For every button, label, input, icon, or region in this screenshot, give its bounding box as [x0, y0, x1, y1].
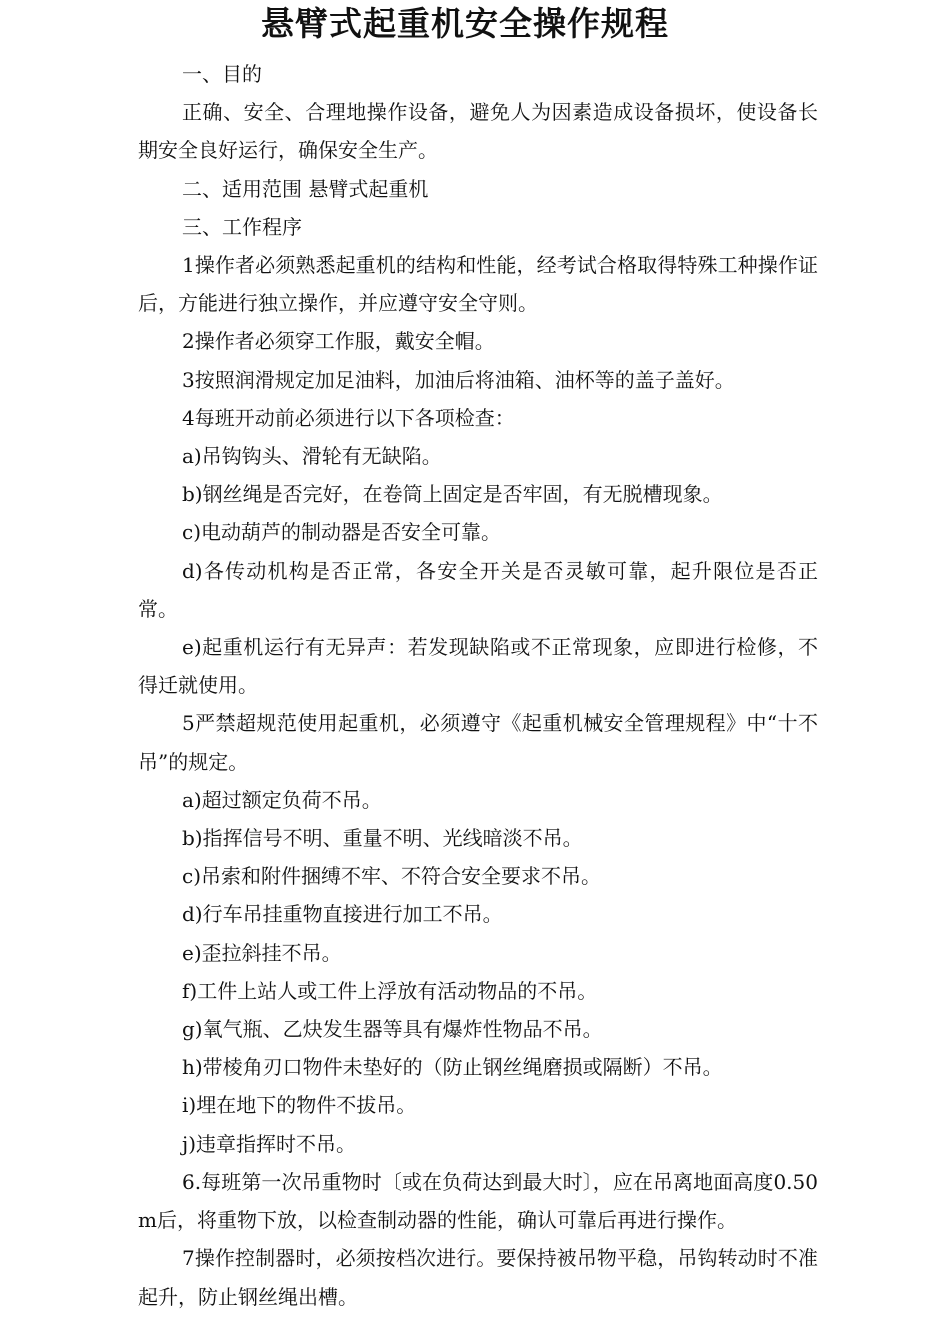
paragraph-item-5f: f)工件上站人或工件上浮放有活动物品的不吊。 — [182, 978, 598, 1003]
paragraph-item-5c: c)吊索和附件捆缚不牢、不符合安全要求不吊。 — [182, 864, 602, 889]
paragraph-item-4: 4每班开动前必须进行以下各项检查： — [182, 405, 515, 430]
paragraph-section-scope: 二、适用范围 悬臂式起重机 — [182, 176, 429, 201]
paragraph-item-5a: a)超过额定负荷不吊。 — [182, 787, 382, 812]
paragraph-item-3: 3按照润滑规定加足油料，加油后将油箱、油杯等的盖子盖好。 — [182, 367, 735, 392]
paragraph-item-4a: a)吊钩钩头、滑轮有无缺陷。 — [182, 444, 442, 469]
document-body — [138, 55, 818, 1316]
paragraph-item-4c: c)电动葫芦的制动器是否安全可靠。 — [182, 520, 502, 545]
paragraph-item-7: 7操作控制器时，必须按档次进行。要保持被吊物平稳，吊钩转动时不准起升，防止钢丝绳出槽。 — [138, 1246, 818, 1309]
paragraph-item-4d: d)各传动机构是否正常，各安全开关是否灵敏可靠，起升限位是否正常。 — [138, 558, 818, 621]
paragraph-item-5: 5严禁超规范使用起重机，必须遵守《起重机械安全管理规程》中“十不吊”的规定。 — [138, 711, 818, 774]
paragraph-item-2: 2操作者必须穿工作服，戴安全帽。 — [182, 329, 495, 354]
paragraph-item-5i: i)埋在地下的物件不拔吊。 — [182, 1093, 417, 1118]
paragraph-item-5g: g)氧气瓶、乙炔发生器等具有爆炸性物品不吊。 — [182, 1017, 603, 1042]
paragraph-item-4e: e)起重机运行有无异声：若发现缺陷或不正常现象，应即进行检修，不得迁就使用。 — [138, 635, 818, 698]
paragraph-item-5b: b)指挥信号不明、重量不明、光线暗淡不吊。 — [182, 826, 583, 851]
paragraph-item-5j: j)违章指挥时不吊。 — [182, 1131, 357, 1156]
document-title: 悬臂式起重机安全操作规程 — [261, 4, 669, 43]
paragraph-item-1: 1操作者必须熟悉起重机的结构和性能，经考试合格取得特殊工种操作证后，方能进行独立操作，并应遵守安全守则。 — [138, 253, 818, 316]
paragraph-item-6: 6.每班第一次吊重物时〔或在负荷达到最大时〕，应在吊离地面高度0.50 m后，将重物下放，以检查制动器的性能，确认可靠后再进行操作。 — [138, 1169, 818, 1233]
paragraph-section-procedure: 三、工作程序 — [182, 214, 302, 239]
paragraph-item-5e: e)歪拉斜挂不吊。 — [182, 940, 342, 965]
paragraph-item-5h: h)带棱角刃口物件未垫好的（防止钢丝绳磨损或隔断）不吊。 — [182, 1055, 723, 1080]
paragraph-section-purpose: 一、目的 — [182, 62, 262, 86]
paragraph-item-4b: b)钢丝绳是否完好，在卷筒上固定是否牢固，有无脱槽现象。 — [182, 482, 723, 507]
paragraph-item-5d: d)行车吊挂重物直接进行加工不吊。 — [182, 902, 503, 927]
paragraph-purpose-text: 正确、安全、合理地操作设备，避免人为因素造成设备损坏，使设备长期安全良好运行，确保安全生产。 — [138, 100, 818, 163]
